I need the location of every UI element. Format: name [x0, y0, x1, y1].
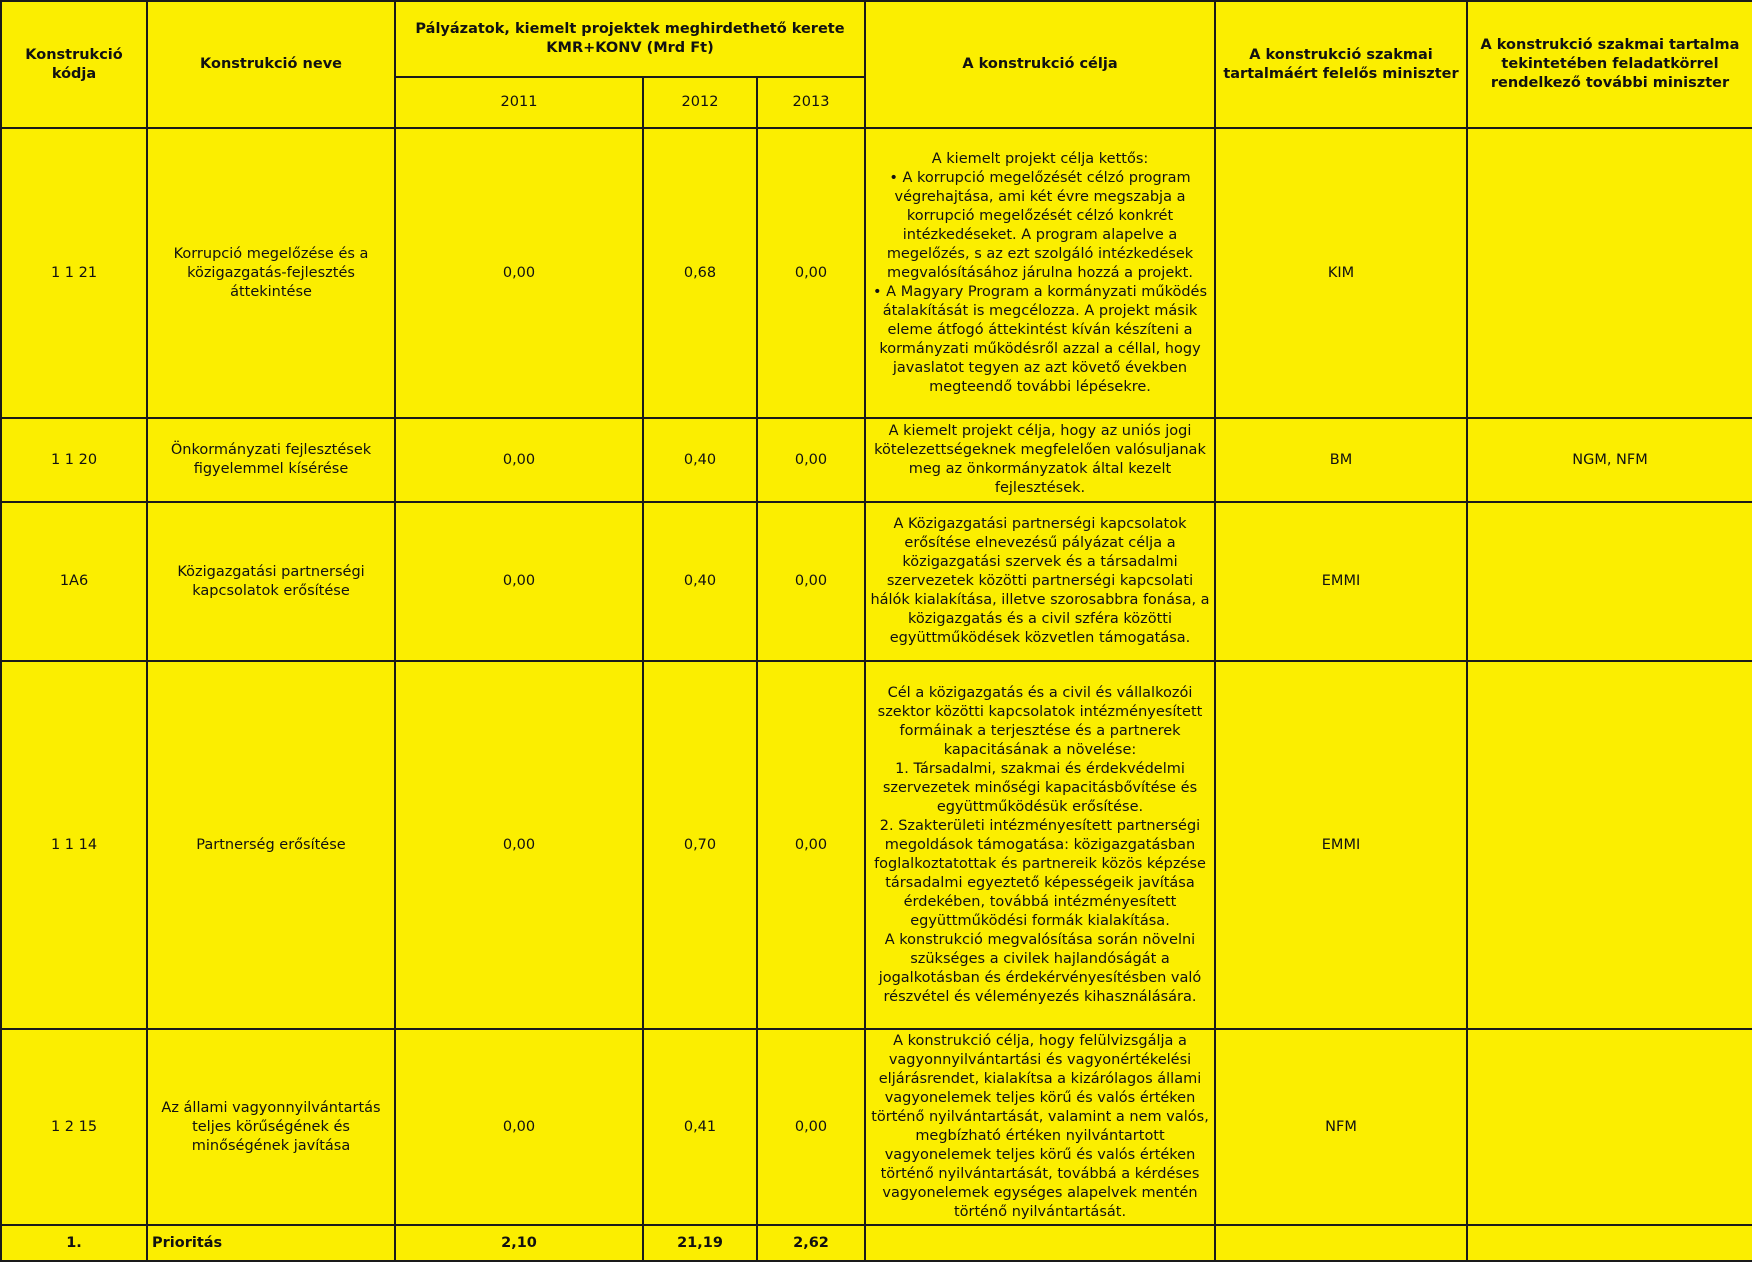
header-goal: A konstrukció célja — [865, 1, 1215, 128]
row-goal: A kiemelt projekt célja, hogy az uniós jogi kötelezettségeknek megfelelően valósuljanak meg az önkormányzatok által kezelt fejlesztések. — [865, 418, 1215, 502]
row-name: Közigazgatási partnerségi kapcsolatok erősítése — [147, 502, 395, 661]
row-name: Korrupció megelőzése és a közigazgatás-fejlesztés áttekintése — [147, 128, 395, 418]
row-minister: NFM — [1215, 1029, 1467, 1225]
row-2013: 0,00 — [757, 661, 865, 1029]
row-2011: 0,00 — [395, 1029, 643, 1225]
total-goal — [865, 1225, 1215, 1261]
row-name: Az állami vagyonnyilvántartás teljes körűségének és minőségének javítása — [147, 1029, 395, 1225]
header-other-minister: A konstrukció szakmai tartalma tekintetében feladatkörrel rendelkező további miniszter — [1467, 1, 1752, 128]
row-2012: 0,40 — [643, 502, 757, 661]
row-name: Önkormányzati fejlesztések figyelemmel kísérése — [147, 418, 395, 502]
header-year-2011: 2011 — [395, 77, 643, 128]
table-row — [1, 418, 1752, 502]
row-goal: A kiemelt projekt célja kettős: • A korrupció megelőzését célzó program végrehajtása, ami két évre megszabja a korrupció megelőzését célzó konkrét intézkedéseket. A program alapelve a megelőzés, s az ezt szolgáló intézkedések megvalósításához járulna hozzá a projekt. • A Magyary Program a kormányzati működés átalakítását is megcélozza. A projekt másik eleme átfogó áttekintést kíván készíteni a kormányzati működésről azzal a céllal, hogy javaslatot tegyen az azt követő években megteendő további lépésekre. — [865, 128, 1215, 418]
row-code: 1 1 20 — [1, 418, 147, 502]
header-year-2012: 2012 — [643, 77, 757, 128]
row-code: 1 1 14 — [1, 661, 147, 1029]
row-2013: 0,00 — [757, 418, 865, 502]
total-other-minister — [1467, 1225, 1752, 1261]
header-name: Konstrukció neve — [147, 1, 395, 128]
row-goal: A konstrukció célja, hogy felülvizsgálja a vagyonnyilvántartási és vagyonértékelési eljárásrendet, kialakítsa a kizárólagos állami vagyonelemek teljes körű és valós értéken történő nyilvántartását, valamint a nem valós, megbízható értéken nyilvántartott vagyonelemek teljes körű és valós értéken történő nyilvántartását, továbbá a kérdéses vagyonelemek egységes alapelvek mentén történő nyilvántartását. — [865, 1029, 1215, 1225]
table-row — [1, 661, 1752, 1029]
row-2012: 0,40 — [643, 418, 757, 502]
row-minister: KIM — [1215, 128, 1467, 418]
row-minister: BM — [1215, 418, 1467, 502]
row-2012: 0,70 — [643, 661, 757, 1029]
row-2013: 0,00 — [757, 1029, 865, 1225]
row-2011: 0,00 — [395, 418, 643, 502]
row-code: 1A6 — [1, 502, 147, 661]
row-2011: 0,00 — [395, 661, 643, 1029]
row-code: 1 1 21 — [1, 128, 147, 418]
header-year-2013: 2013 — [757, 77, 865, 128]
total-2011: 2,10 — [395, 1225, 643, 1261]
header-code: Konstrukció kódja — [1, 1, 147, 128]
row-minister: EMMI — [1215, 502, 1467, 661]
row-name: Partnerség erősítése — [147, 661, 395, 1029]
row-minister: EMMI — [1215, 661, 1467, 1029]
row-2011: 0,00 — [395, 128, 643, 418]
row-code: 1 2 15 — [1, 1029, 147, 1225]
row-other-minister — [1467, 1029, 1752, 1225]
total-name: Prioritás — [147, 1225, 395, 1261]
total-2012: 21,19 — [643, 1225, 757, 1261]
total-row — [1, 1225, 1752, 1261]
row-other-minister: NGM, NFM — [1467, 418, 1752, 502]
row-2012: 0,68 — [643, 128, 757, 418]
total-2013: 2,62 — [757, 1225, 865, 1261]
row-goal: A Közigazgatási partnerségi kapcsolatok erősítése elnevezésű pályázat célja a közigazgatási szervek és a társadalmi szervezetek közötti partnerségi kapcsolati hálók kialakítása, illetve szorosabbra fonása, a közigazgatás és a civil szféra közötti együttműködések közvetlen támogatása. — [865, 502, 1215, 661]
header-budget-group: Pályázatok, kiemelt projektek meghirdethető kerete KMR+KONV (Mrd Ft) — [395, 1, 865, 77]
header-minister: A konstrukció szakmai tartalmáért felelős miniszter — [1215, 1, 1467, 128]
row-2013: 0,00 — [757, 128, 865, 418]
row-other-minister — [1467, 128, 1752, 418]
row-2011: 0,00 — [395, 502, 643, 661]
row-other-minister — [1467, 661, 1752, 1029]
row-2012: 0,41 — [643, 1029, 757, 1225]
total-code: 1. — [1, 1225, 147, 1261]
table-row — [1, 502, 1752, 661]
total-minister — [1215, 1225, 1467, 1261]
table-row — [1, 128, 1752, 418]
row-2013: 0,00 — [757, 502, 865, 661]
table-row — [1, 1029, 1752, 1225]
row-goal: Cél a közigazgatás és a civil és vállalkozói szektor közötti kapcsolatok intézményesített formáinak a terjesztése és a partnerek kapacitásának a növelése: 1. Társadalmi, szakmai és érdekvédelmi szervezetek minőségi kapacitásbővítése és együttműködésük erősítése. 2. Szakterületi intézményesített partnerségi megoldások támogatása: közigazgatásban foglalkoztatottak és partnereik közös képzése társadalmi egyeztető képességeik javítása érdekében, továbbá intézményesített együttműködési formák kialakítása. A konstrukció megvalósítása során növelni szükséges a civilek hajlandóságát a jogalkotásban és érdekérvényesítésben való részvétel és véleményezés kihasználására. — [865, 661, 1215, 1029]
row-other-minister — [1467, 502, 1752, 661]
